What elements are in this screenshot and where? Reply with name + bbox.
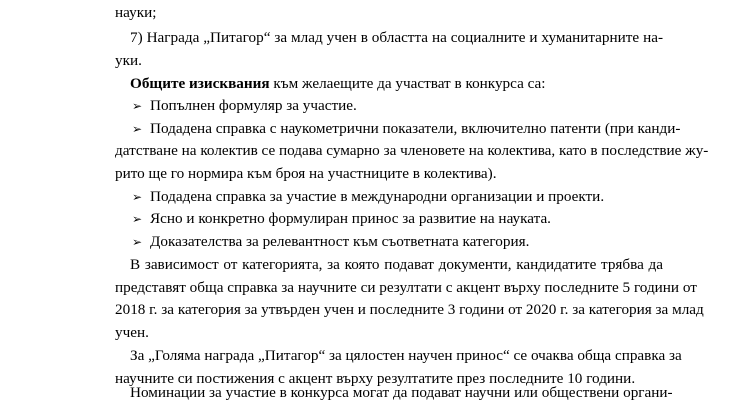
bullet-item (132, 120, 681, 138)
paragraph-line: Номинации за участие в конкурса могат да подават научни или обществени органи- (130, 384, 673, 401)
arrow-bullet-icon: ➢ (132, 212, 143, 226)
bullet-text: Ясно и конкретно формулиран принос за развитие на науката. (150, 210, 551, 227)
arrow-bullet-icon: ➢ (132, 190, 143, 204)
arrow-bullet-icon: ➢ (132, 99, 143, 113)
arrow-bullet-icon: ➢ (132, 235, 143, 249)
bullet-text: Попълнен формуляр за участие. (150, 97, 357, 114)
bullet-item (132, 233, 529, 251)
text-line: представят обща справка за научните си резултати с акцент върху последните 5 години от (115, 279, 697, 296)
text-line: 2018 г. за категория за утвърден учен и последните 3 години от 2020 г. за категория за млад (115, 301, 704, 318)
text-line: уки. (115, 52, 142, 69)
bullet-text: Подадена справка за участие в международни организации и проекти. (150, 188, 605, 205)
bullet-item (132, 210, 551, 228)
bullet-item (132, 188, 604, 206)
text-line: учен. (115, 324, 149, 341)
bullet-item (132, 97, 357, 115)
requirements-heading (130, 75, 546, 93)
bullet-text: Доказателства за релевантност към съответната категория. (150, 233, 530, 250)
paragraph-line: За „Голяма награда „Питагор“ за цялостен научен принос“ се очаква обща справка за (130, 347, 682, 364)
list-item-7: 7) Награда „Питагор“ за млад учен в областта на социалните и хуманитарните на- (130, 29, 663, 46)
text-line: датстване на колектив се подава сумарно за членовете на колектива, като в последствие жу- (115, 142, 709, 159)
bold-heading: Общите изисквания (130, 75, 270, 92)
arrow-bullet-icon: ➢ (132, 122, 143, 136)
text-line: научните си постижения с акцент върху резултатите през последните 10 години. (115, 370, 636, 387)
heading-rest: към желаещите да участват в конкурса са: (269, 75, 546, 92)
paragraph-line: В зависимост от категорията, за която подават документи, кандидатите трябва да (130, 256, 663, 273)
text-line: рито ще го нормира към броя на участниците в колектива). (115, 165, 497, 182)
text-line: науки; (115, 4, 157, 21)
bullet-text: Подадена справка с наукометрични показатели, включително патенти (при канди- (150, 120, 681, 137)
